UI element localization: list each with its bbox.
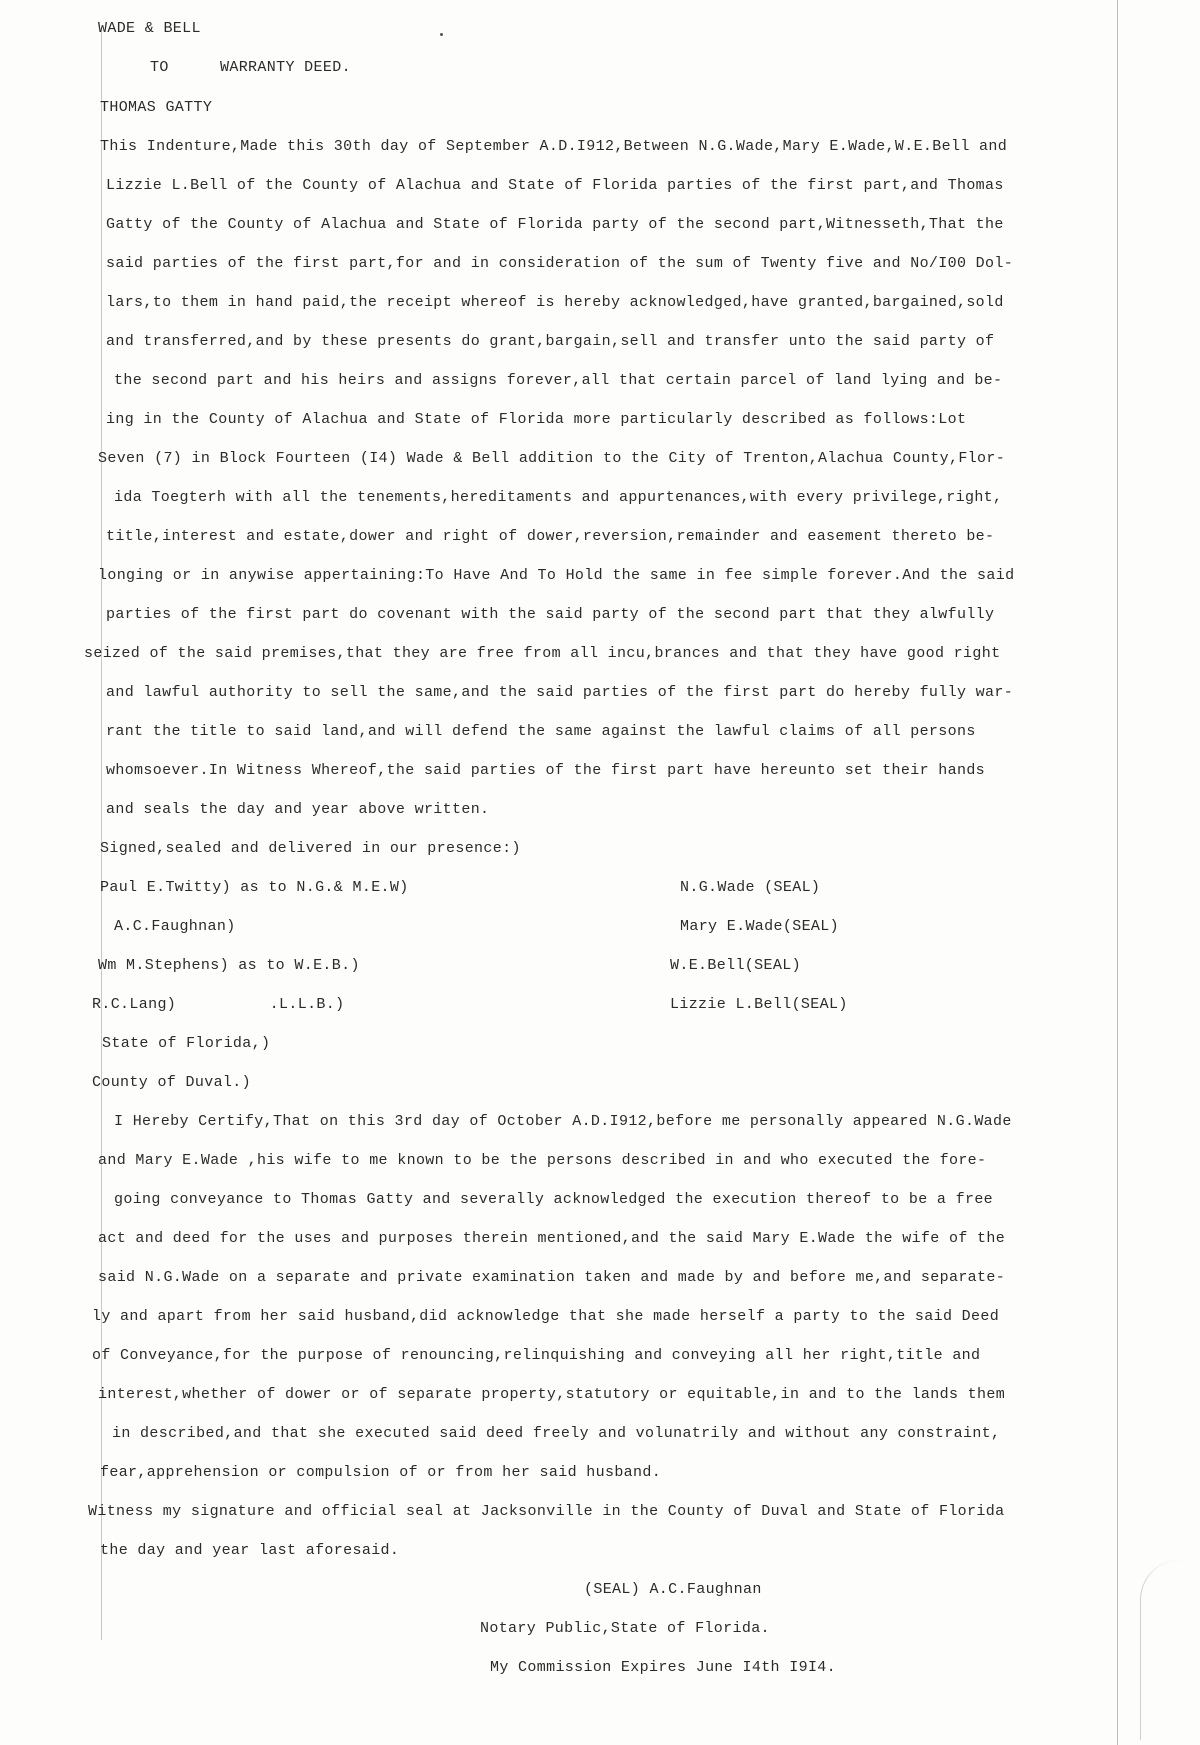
grantor-heading: WADE & BELL: [98, 20, 201, 37]
body-line: and lawful authority to sell the same,and the said parties of the first part do hereby fully war-: [106, 684, 1014, 701]
body-line: ida Toegterh with all the tenements,hereditaments and appurtenances,with every privilege,right,: [114, 489, 1003, 506]
body-line: seized of the said premises,that they are free from all incu,brances and that they have good right: [84, 645, 1001, 662]
body-line: longing or in anywise appertaining:To Have And To Hold the same in fee simple forever.And the said: [98, 567, 1015, 584]
body-line: parties of the first part do covenant with the said party of the second part that they alwfully: [106, 606, 995, 623]
witness-name: Paul E.Twitty) as to N.G.& M.E.W): [100, 879, 409, 896]
witness-name: R.C.Lang) .L.L.B.): [92, 996, 345, 1013]
body-line: whomsoever.In Witness Whereof,the said parties of the first part have hereunto set their hands: [106, 762, 986, 779]
certificate-line: ly and apart from her said husband,did acknowledge that she made herself a party to the said Deed: [92, 1308, 1000, 1325]
certificate-line: fear,apprehension or compulsion of or from her said husband.: [100, 1464, 662, 1481]
body-line: rant the title to said land,and will defend the same against the lawful claims of all persons: [106, 723, 976, 740]
grantor-signature: Mary E.Wade(SEAL): [680, 918, 839, 935]
grantee-heading: THOMAS GATTY: [100, 99, 213, 116]
grantor-signature: Lizzie L.Bell(SEAL): [670, 996, 848, 1013]
body-line: Seven (7) in Block Fourteen (I4) Wade & Bell addition to the City of Trenton,Alachua County,Flor-: [98, 450, 1006, 467]
witness-intro: Signed,sealed and delivered in our presence:): [100, 840, 521, 857]
witness-name: Wm M.Stephens) as to W.E.B.): [98, 957, 360, 974]
notary-title: Notary Public,State of Florida.: [480, 1620, 770, 1637]
notary-commission: My Commission Expires June I4th I9I4.: [490, 1659, 837, 1676]
body-line: title,interest and estate,dower and right of dower,reversion,remainder and easement thereto be-: [106, 528, 995, 545]
body-line: ing in the County of Alachua and State of Florida more particularly described as follows:Lot: [106, 411, 967, 428]
body-line: and transferred,and by these presents do grant,bargain,sell and transfer unto the said party of: [106, 333, 995, 350]
body-line: lars,to them in hand paid,the receipt whereof is hereby acknowledged,have granted,bargained,sold: [106, 294, 1004, 311]
body-line: This Indenture,Made this 30th day of September A.D.I912,Between N.G.Wade,Mary E.Wade,W.E.Bell and: [100, 138, 1008, 155]
witness-name: A.C.Faughnan): [114, 918, 236, 935]
grantor-signature: W.E.Bell(SEAL): [670, 957, 801, 974]
document-type-title: WARRANTY DEED.: [220, 59, 351, 76]
body-line: Lizzie L.Bell of the County of Alachua and State of Florida parties of the first part,and Thomas: [106, 177, 1004, 194]
certificate-line: interest,whether of dower or of separate property,statutory or equitable,in and to the lands them: [98, 1386, 1006, 1403]
venue-county: County of Duval.): [92, 1074, 251, 1091]
body-line: Gatty of the County of Alachua and State of Florida party of the second part,Witnesseth,That the: [106, 216, 1004, 233]
body-line: and seals the day and year above written.: [106, 801, 490, 818]
to-label: TO: [150, 59, 169, 76]
certificate-line: Witness my signature and official seal at Jacksonville in the County of Duval and State of Florida: [88, 1503, 1005, 1520]
venue-state: State of Florida,): [102, 1035, 271, 1052]
body-line: the second part and his heirs and assigns forever,all that certain parcel of land lying and be-: [114, 372, 1003, 389]
grantor-signature: N.G.Wade (SEAL): [680, 879, 821, 896]
certificate-line: in described,and that she executed said deed freely and volunatrily and without any constraint,: [112, 1425, 1001, 1442]
certificate-line: going conveyance to Thomas Gatty and severally acknowledged the execution thereof to be a free: [114, 1191, 994, 1208]
page-edge: [1117, 0, 1118, 1745]
page-curl: [1140, 1560, 1181, 1740]
certificate-line: said N.G.Wade on a separate and private examination taken and made by and before me,and separate-: [98, 1269, 1006, 1286]
certificate-line: the day and year last aforesaid.: [100, 1542, 400, 1559]
certificate-line: and Mary E.Wade ,his wife to me known to be the persons described in and who executed the fore-: [98, 1152, 987, 1169]
certificate-line: act and deed for the uses and purposes therein mentioned,and the said Mary E.Wade the wife of the: [98, 1230, 1006, 1247]
certificate-line: of Conveyance,for the purpose of renouncing,relinquishing and conveying all her right,title and: [92, 1347, 981, 1364]
notary-name: (SEAL) A.C.Faughnan: [584, 1581, 762, 1598]
body-line: said parties of the first part,for and in consideration of the sum of Twenty five and No/I00 Dol-: [106, 255, 1014, 272]
certificate-line: I Hereby Certify,That on this 3rd day of October A.D.I912,before me personally appeared N.G.Wade: [114, 1113, 1012, 1130]
scan-speck: [440, 33, 443, 36]
